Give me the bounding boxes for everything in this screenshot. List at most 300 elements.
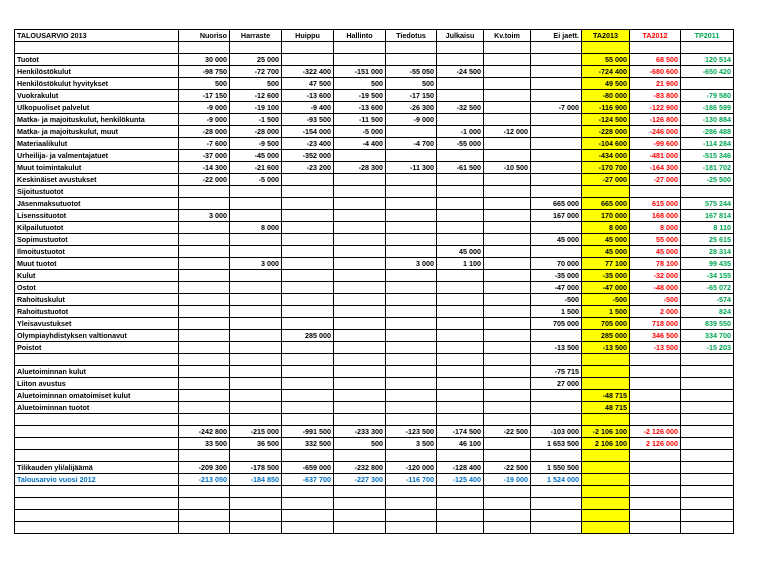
cell-tp2011[interactable]: -79 580 bbox=[681, 90, 734, 102]
row-label[interactable] bbox=[15, 354, 179, 366]
cell-tiedotus[interactable] bbox=[386, 186, 437, 198]
row-label[interactable]: Olympiayhdistyksen valtionavut bbox=[15, 330, 179, 342]
cell-tiedotus[interactable]: -26 300 bbox=[386, 102, 437, 114]
cell-huippu[interactable] bbox=[282, 486, 334, 498]
cell-tp2011[interactable] bbox=[681, 78, 734, 90]
cell-tp2011[interactable] bbox=[681, 366, 734, 378]
cell-huippu[interactable] bbox=[282, 498, 334, 510]
cell-ta2012[interactable]: -2 126 000 bbox=[630, 426, 681, 438]
cell-huippu[interactable] bbox=[282, 342, 334, 354]
cell-tp2011[interactable]: -34 155 bbox=[681, 270, 734, 282]
row-label[interactable]: Materiaalikulut bbox=[15, 138, 179, 150]
cell-ta2013[interactable]: 49 500 bbox=[582, 78, 630, 90]
cell-ta2012[interactable]: -481 000 bbox=[630, 150, 681, 162]
cell-tiedotus[interactable] bbox=[386, 486, 437, 498]
cell-eijaett[interactable] bbox=[531, 138, 582, 150]
cell-nuoriso[interactable] bbox=[179, 342, 230, 354]
cell-huippu[interactable] bbox=[282, 414, 334, 426]
cell-huippu[interactable] bbox=[282, 282, 334, 294]
cell-ta2013[interactable] bbox=[582, 486, 630, 498]
cell-ta2013[interactable]: -48 715 bbox=[582, 390, 630, 402]
row-label[interactable]: Liiton avustus bbox=[15, 378, 179, 390]
cell-ta2013[interactable] bbox=[582, 462, 630, 474]
cell-harraste[interactable]: -9 500 bbox=[230, 138, 282, 150]
cell-ta2013[interactable]: 55 000 bbox=[582, 54, 630, 66]
cell-ta2013[interactable] bbox=[582, 366, 630, 378]
cell-huippu[interactable] bbox=[282, 522, 334, 534]
cell-julkaisu[interactable] bbox=[437, 330, 484, 342]
cell-nuoriso[interactable] bbox=[179, 318, 230, 330]
cell-eijaett[interactable] bbox=[531, 330, 582, 342]
cell-ta2013[interactable]: -500 bbox=[582, 294, 630, 306]
row-label[interactable] bbox=[15, 486, 179, 498]
cell-ta2012[interactable]: -32 000 bbox=[630, 270, 681, 282]
cell-tp2011[interactable]: 839 550 bbox=[681, 318, 734, 330]
cell-ta2012[interactable] bbox=[630, 366, 681, 378]
cell-ta2012[interactable]: -13 500 bbox=[630, 342, 681, 354]
cell-huippu[interactable] bbox=[282, 174, 334, 186]
cell-julkaisu[interactable] bbox=[437, 510, 484, 522]
cell-julkaisu[interactable] bbox=[437, 450, 484, 462]
cell-nuoriso[interactable] bbox=[179, 186, 230, 198]
cell-huippu[interactable]: -322 400 bbox=[282, 66, 334, 78]
cell-ta2012[interactable] bbox=[630, 378, 681, 390]
cell-eijaett[interactable]: 665 000 bbox=[531, 198, 582, 210]
cell-tp2011[interactable]: 167 814 bbox=[681, 210, 734, 222]
row-label[interactable]: Henkilöstökulut hyvitykset bbox=[15, 78, 179, 90]
cell-harraste[interactable]: 500 bbox=[230, 78, 282, 90]
cell-hallinto[interactable] bbox=[334, 318, 386, 330]
cell-eijaett[interactable]: 45 000 bbox=[531, 234, 582, 246]
cell-tiedotus[interactable] bbox=[386, 210, 437, 222]
cell-nuoriso[interactable]: -14 300 bbox=[179, 162, 230, 174]
cell-harraste[interactable] bbox=[230, 498, 282, 510]
cell-eijaett[interactable] bbox=[531, 450, 582, 462]
cell-eijaett[interactable] bbox=[531, 42, 582, 54]
cell-hallinto[interactable]: -13 600 bbox=[334, 102, 386, 114]
cell-kvtoim[interactable] bbox=[484, 210, 531, 222]
cell-ta2012[interactable]: 2 126 000 bbox=[630, 438, 681, 450]
cell-harraste[interactable] bbox=[230, 246, 282, 258]
cell-eijaett[interactable] bbox=[531, 186, 582, 198]
cell-ta2012[interactable]: 2 000 bbox=[630, 306, 681, 318]
cell-harraste[interactable] bbox=[230, 210, 282, 222]
cell-eijaett[interactable]: -7 000 bbox=[531, 102, 582, 114]
cell-ta2012[interactable]: -246 000 bbox=[630, 126, 681, 138]
cell-ta2013[interactable] bbox=[582, 378, 630, 390]
cell-nuoriso[interactable]: -213 050 bbox=[179, 474, 230, 486]
cell-kvtoim[interactable] bbox=[484, 306, 531, 318]
cell-julkaisu[interactable] bbox=[437, 282, 484, 294]
cell-tp2011[interactable]: -186 599 bbox=[681, 102, 734, 114]
cell-tp2011[interactable]: -574 bbox=[681, 294, 734, 306]
header-huippu[interactable]: Huippu bbox=[282, 30, 334, 42]
row-label[interactable]: Yleisavustukset bbox=[15, 318, 179, 330]
cell-hallinto[interactable] bbox=[334, 294, 386, 306]
cell-tp2011[interactable]: -181 702 bbox=[681, 162, 734, 174]
cell-tp2011[interactable]: 334 700 bbox=[681, 330, 734, 342]
row-label[interactable]: Rahoitustuotot bbox=[15, 306, 179, 318]
cell-nuoriso[interactable] bbox=[179, 258, 230, 270]
cell-julkaisu[interactable]: 45 000 bbox=[437, 246, 484, 258]
cell-hallinto[interactable]: -19 500 bbox=[334, 90, 386, 102]
cell-tiedotus[interactable]: 3 500 bbox=[386, 438, 437, 450]
cell-kvtoim[interactable] bbox=[484, 42, 531, 54]
cell-harraste[interactable] bbox=[230, 294, 282, 306]
cell-huippu[interactable] bbox=[282, 42, 334, 54]
cell-tp2011[interactable] bbox=[681, 378, 734, 390]
cell-julkaisu[interactable] bbox=[437, 306, 484, 318]
cell-hallinto[interactable] bbox=[334, 246, 386, 258]
row-label[interactable]: Sopimustuotot bbox=[15, 234, 179, 246]
cell-kvtoim[interactable] bbox=[484, 414, 531, 426]
cell-kvtoim[interactable] bbox=[484, 234, 531, 246]
cell-harraste[interactable]: -184 850 bbox=[230, 474, 282, 486]
cell-kvtoim[interactable]: -12 000 bbox=[484, 126, 531, 138]
cell-nuoriso[interactable] bbox=[179, 270, 230, 282]
cell-tiedotus[interactable] bbox=[386, 54, 437, 66]
cell-ta2013[interactable]: -434 000 bbox=[582, 150, 630, 162]
cell-nuoriso[interactable]: -9 000 bbox=[179, 102, 230, 114]
cell-tiedotus[interactable] bbox=[386, 498, 437, 510]
cell-julkaisu[interactable] bbox=[437, 294, 484, 306]
cell-ta2012[interactable] bbox=[630, 462, 681, 474]
table-title[interactable]: TALOUSARVIO 2013 bbox=[15, 30, 179, 42]
cell-ta2012[interactable]: -99 600 bbox=[630, 138, 681, 150]
cell-tiedotus[interactable] bbox=[386, 450, 437, 462]
cell-julkaisu[interactable]: -1 000 bbox=[437, 126, 484, 138]
cell-tp2011[interactable]: 575 244 bbox=[681, 198, 734, 210]
cell-tiedotus[interactable]: 500 bbox=[386, 78, 437, 90]
cell-harraste[interactable]: -215 000 bbox=[230, 426, 282, 438]
cell-kvtoim[interactable] bbox=[484, 54, 531, 66]
cell-ta2013[interactable]: -170 700 bbox=[582, 162, 630, 174]
cell-harraste[interactable] bbox=[230, 390, 282, 402]
cell-tiedotus[interactable]: -120 000 bbox=[386, 462, 437, 474]
cell-tiedotus[interactable]: -4 700 bbox=[386, 138, 437, 150]
cell-ta2013[interactable]: -724 400 bbox=[582, 66, 630, 78]
cell-tiedotus[interactable] bbox=[386, 330, 437, 342]
cell-kvtoim[interactable] bbox=[484, 402, 531, 414]
cell-ta2012[interactable] bbox=[630, 522, 681, 534]
cell-kvtoim[interactable] bbox=[484, 522, 531, 534]
cell-eijaett[interactable]: -75 715 bbox=[531, 366, 582, 378]
row-label[interactable]: Ilmoitustuotot bbox=[15, 246, 179, 258]
cell-tp2011[interactable] bbox=[681, 450, 734, 462]
cell-tp2011[interactable] bbox=[681, 438, 734, 450]
cell-harraste[interactable]: -28 000 bbox=[230, 126, 282, 138]
cell-huippu[interactable] bbox=[282, 354, 334, 366]
cell-tp2011[interactable] bbox=[681, 426, 734, 438]
cell-julkaisu[interactable]: -174 500 bbox=[437, 426, 484, 438]
cell-ta2012[interactable]: -164 300 bbox=[630, 162, 681, 174]
cell-eijaett[interactable]: 1 550 500 bbox=[531, 462, 582, 474]
cell-harraste[interactable] bbox=[230, 318, 282, 330]
cell-tiedotus[interactable] bbox=[386, 318, 437, 330]
cell-hallinto[interactable] bbox=[334, 510, 386, 522]
cell-julkaisu[interactable]: -55 000 bbox=[437, 138, 484, 150]
cell-julkaisu[interactable] bbox=[437, 78, 484, 90]
cell-huippu[interactable] bbox=[282, 294, 334, 306]
cell-harraste[interactable] bbox=[230, 414, 282, 426]
row-label[interactable]: Urheilija- ja valmentajatuet bbox=[15, 150, 179, 162]
cell-tiedotus[interactable] bbox=[386, 354, 437, 366]
cell-nuoriso[interactable] bbox=[179, 294, 230, 306]
cell-julkaisu[interactable]: 1 100 bbox=[437, 258, 484, 270]
cell-hallinto[interactable]: -4 400 bbox=[334, 138, 386, 150]
cell-ta2012[interactable] bbox=[630, 390, 681, 402]
cell-harraste[interactable] bbox=[230, 354, 282, 366]
cell-ta2012[interactable]: 68 500 bbox=[630, 54, 681, 66]
cell-kvtoim[interactable] bbox=[484, 150, 531, 162]
row-label[interactable]: Ulkopuoliset palvelut bbox=[15, 102, 179, 114]
cell-eijaett[interactable]: -13 500 bbox=[531, 342, 582, 354]
cell-julkaisu[interactable]: -24 500 bbox=[437, 66, 484, 78]
cell-ta2012[interactable]: 45 000 bbox=[630, 246, 681, 258]
cell-hallinto[interactable] bbox=[334, 258, 386, 270]
cell-hallinto[interactable] bbox=[334, 378, 386, 390]
row-label[interactable]: Poistot bbox=[15, 342, 179, 354]
cell-huippu[interactable] bbox=[282, 510, 334, 522]
cell-harraste[interactable] bbox=[230, 378, 282, 390]
row-label[interactable]: Aluetoiminnan omatoimiset kulut bbox=[15, 390, 179, 402]
cell-tp2011[interactable] bbox=[681, 522, 734, 534]
cell-tiedotus[interactable] bbox=[386, 522, 437, 534]
cell-nuoriso[interactable]: -242 800 bbox=[179, 426, 230, 438]
cell-kvtoim[interactable] bbox=[484, 174, 531, 186]
row-label[interactable] bbox=[15, 522, 179, 534]
cell-tp2011[interactable]: -65 072 bbox=[681, 282, 734, 294]
cell-harraste[interactable]: 36 500 bbox=[230, 438, 282, 450]
row-label[interactable]: Tuotot bbox=[15, 54, 179, 66]
cell-ta2013[interactable] bbox=[582, 510, 630, 522]
row-label[interactable] bbox=[15, 42, 179, 54]
cell-hallinto[interactable] bbox=[334, 366, 386, 378]
cell-julkaisu[interactable] bbox=[437, 366, 484, 378]
cell-eijaett[interactable] bbox=[531, 498, 582, 510]
cell-ta2013[interactable]: 2 106 100 bbox=[582, 438, 630, 450]
cell-kvtoim[interactable] bbox=[484, 366, 531, 378]
cell-harraste[interactable]: -1 500 bbox=[230, 114, 282, 126]
row-label[interactable] bbox=[15, 450, 179, 462]
cell-eijaett[interactable]: -47 000 bbox=[531, 282, 582, 294]
cell-tiedotus[interactable]: -11 300 bbox=[386, 162, 437, 174]
cell-harraste[interactable] bbox=[230, 342, 282, 354]
cell-hallinto[interactable] bbox=[334, 222, 386, 234]
cell-tiedotus[interactable] bbox=[386, 306, 437, 318]
cell-hallinto[interactable] bbox=[334, 42, 386, 54]
cell-hallinto[interactable] bbox=[334, 390, 386, 402]
cell-eijaett[interactable]: -500 bbox=[531, 294, 582, 306]
cell-huippu[interactable] bbox=[282, 402, 334, 414]
row-label[interactable]: Kulut bbox=[15, 270, 179, 282]
cell-harraste[interactable] bbox=[230, 330, 282, 342]
cell-julkaisu[interactable] bbox=[437, 186, 484, 198]
cell-tiedotus[interactable] bbox=[386, 390, 437, 402]
cell-tiedotus[interactable] bbox=[386, 174, 437, 186]
cell-hallinto[interactable]: -28 300 bbox=[334, 162, 386, 174]
cell-kvtoim[interactable]: -19 000 bbox=[484, 474, 531, 486]
cell-huippu[interactable]: -13 600 bbox=[282, 90, 334, 102]
cell-eijaett[interactable] bbox=[531, 222, 582, 234]
cell-nuoriso[interactable] bbox=[179, 42, 230, 54]
cell-nuoriso[interactable]: -98 750 bbox=[179, 66, 230, 78]
cell-kvtoim[interactable] bbox=[484, 390, 531, 402]
cell-eijaett[interactable] bbox=[531, 54, 582, 66]
cell-tp2011[interactable] bbox=[681, 390, 734, 402]
cell-huippu[interactable] bbox=[282, 378, 334, 390]
cell-ta2012[interactable]: -126 800 bbox=[630, 114, 681, 126]
cell-ta2012[interactable]: -27 000 bbox=[630, 174, 681, 186]
cell-hallinto[interactable] bbox=[334, 186, 386, 198]
row-label[interactable] bbox=[15, 510, 179, 522]
cell-ta2013[interactable]: 1 500 bbox=[582, 306, 630, 318]
row-label[interactable] bbox=[15, 498, 179, 510]
row-label[interactable]: Matka- ja majoituskulut, muut bbox=[15, 126, 179, 138]
cell-ta2013[interactable]: 170 000 bbox=[582, 210, 630, 222]
row-label[interactable] bbox=[15, 438, 179, 450]
cell-huippu[interactable]: 285 000 bbox=[282, 330, 334, 342]
cell-eijaett[interactable]: 27 000 bbox=[531, 378, 582, 390]
cell-ta2013[interactable]: 705 000 bbox=[582, 318, 630, 330]
cell-julkaisu[interactable] bbox=[437, 498, 484, 510]
cell-tiedotus[interactable] bbox=[386, 150, 437, 162]
cell-harraste[interactable] bbox=[230, 522, 282, 534]
cell-huippu[interactable] bbox=[282, 246, 334, 258]
cell-ta2012[interactable] bbox=[630, 402, 681, 414]
cell-harraste[interactable]: -12 600 bbox=[230, 90, 282, 102]
cell-ta2012[interactable] bbox=[630, 486, 681, 498]
cell-ta2012[interactable] bbox=[630, 498, 681, 510]
cell-ta2013[interactable] bbox=[582, 42, 630, 54]
cell-tp2011[interactable] bbox=[681, 510, 734, 522]
cell-eijaett[interactable] bbox=[531, 402, 582, 414]
cell-huippu[interactable]: -23 400 bbox=[282, 138, 334, 150]
cell-julkaisu[interactable] bbox=[437, 114, 484, 126]
cell-eijaett[interactable] bbox=[531, 522, 582, 534]
cell-hallinto[interactable]: -233 300 bbox=[334, 426, 386, 438]
cell-hallinto[interactable] bbox=[334, 354, 386, 366]
cell-nuoriso[interactable] bbox=[179, 414, 230, 426]
cell-harraste[interactable]: 3 000 bbox=[230, 258, 282, 270]
cell-ta2013[interactable]: 77 100 bbox=[582, 258, 630, 270]
row-label[interactable]: Henkilöstökulut bbox=[15, 66, 179, 78]
cell-kvtoim[interactable] bbox=[484, 66, 531, 78]
header-julkaisu[interactable]: Julkaisu bbox=[437, 30, 484, 42]
cell-nuoriso[interactable]: 500 bbox=[179, 78, 230, 90]
cell-julkaisu[interactable] bbox=[437, 54, 484, 66]
header-harraste[interactable]: Harraste bbox=[230, 30, 282, 42]
cell-ta2012[interactable]: -83 800 bbox=[630, 90, 681, 102]
cell-huippu[interactable] bbox=[282, 318, 334, 330]
cell-kvtoim[interactable] bbox=[484, 330, 531, 342]
cell-ta2012[interactable] bbox=[630, 450, 681, 462]
cell-huippu[interactable] bbox=[282, 270, 334, 282]
cell-tiedotus[interactable] bbox=[386, 42, 437, 54]
cell-tiedotus[interactable] bbox=[386, 246, 437, 258]
cell-tiedotus[interactable] bbox=[386, 294, 437, 306]
cell-eijaett[interactable] bbox=[531, 174, 582, 186]
cell-nuoriso[interactable] bbox=[179, 234, 230, 246]
cell-eijaett[interactable] bbox=[531, 66, 582, 78]
cell-hallinto[interactable]: -11 500 bbox=[334, 114, 386, 126]
cell-tiedotus[interactable] bbox=[386, 282, 437, 294]
cell-hallinto[interactable]: -227 300 bbox=[334, 474, 386, 486]
cell-huippu[interactable]: -154 000 bbox=[282, 126, 334, 138]
cell-tiedotus[interactable] bbox=[386, 366, 437, 378]
cell-tiedotus[interactable] bbox=[386, 414, 437, 426]
cell-nuoriso[interactable] bbox=[179, 330, 230, 342]
cell-ta2013[interactable]: -13 500 bbox=[582, 342, 630, 354]
row-label[interactable] bbox=[15, 414, 179, 426]
row-label[interactable]: Talousarvio vuosi 2012 bbox=[15, 474, 179, 486]
cell-kvtoim[interactable] bbox=[484, 90, 531, 102]
cell-harraste[interactable] bbox=[230, 282, 282, 294]
cell-huippu[interactable]: -23 200 bbox=[282, 162, 334, 174]
cell-julkaisu[interactable] bbox=[437, 342, 484, 354]
cell-ta2012[interactable] bbox=[630, 354, 681, 366]
cell-julkaisu[interactable] bbox=[437, 42, 484, 54]
cell-ta2012[interactable] bbox=[630, 414, 681, 426]
cell-tp2011[interactable]: 99 435 bbox=[681, 258, 734, 270]
cell-ta2013[interactable] bbox=[582, 450, 630, 462]
cell-tp2011[interactable] bbox=[681, 414, 734, 426]
cell-ta2013[interactable]: -2 106 100 bbox=[582, 426, 630, 438]
cell-eijaett[interactable] bbox=[531, 354, 582, 366]
cell-ta2012[interactable]: 78 100 bbox=[630, 258, 681, 270]
cell-tiedotus[interactable] bbox=[386, 198, 437, 210]
cell-hallinto[interactable] bbox=[334, 54, 386, 66]
row-label[interactable]: Muut tuotot bbox=[15, 258, 179, 270]
cell-kvtoim[interactable] bbox=[484, 186, 531, 198]
row-label[interactable]: Jäsenmaksutuotot bbox=[15, 198, 179, 210]
cell-nuoriso[interactable] bbox=[179, 222, 230, 234]
cell-eijaett[interactable] bbox=[531, 162, 582, 174]
cell-hallinto[interactable] bbox=[334, 486, 386, 498]
cell-eijaett[interactable]: -35 000 bbox=[531, 270, 582, 282]
cell-kvtoim[interactable] bbox=[484, 498, 531, 510]
row-label[interactable]: Rahoituskulut bbox=[15, 294, 179, 306]
cell-harraste[interactable] bbox=[230, 234, 282, 246]
header-kvtoim[interactable]: Kv.toim bbox=[484, 30, 531, 42]
cell-tiedotus[interactable]: -55 050 bbox=[386, 66, 437, 78]
cell-ta2012[interactable]: 21 900 bbox=[630, 78, 681, 90]
cell-ta2013[interactable]: -116 900 bbox=[582, 102, 630, 114]
cell-tp2011[interactable]: -130 884 bbox=[681, 114, 734, 126]
cell-ta2012[interactable]: -680 600 bbox=[630, 66, 681, 78]
cell-tp2011[interactable]: -515 346 bbox=[681, 150, 734, 162]
cell-julkaisu[interactable] bbox=[437, 270, 484, 282]
row-label[interactable]: Aluetoiminnan kulut bbox=[15, 366, 179, 378]
cell-kvtoim[interactable] bbox=[484, 282, 531, 294]
cell-eijaett[interactable] bbox=[531, 486, 582, 498]
cell-julkaisu[interactable] bbox=[437, 198, 484, 210]
cell-hallinto[interactable]: -232 800 bbox=[334, 462, 386, 474]
cell-ta2013[interactable] bbox=[582, 498, 630, 510]
cell-eijaett[interactable]: 705 000 bbox=[531, 318, 582, 330]
cell-tiedotus[interactable]: -17 150 bbox=[386, 90, 437, 102]
cell-kvtoim[interactable]: -22 500 bbox=[484, 426, 531, 438]
cell-kvtoim[interactable] bbox=[484, 114, 531, 126]
cell-tp2011[interactable]: -15 203 bbox=[681, 342, 734, 354]
cell-harraste[interactable] bbox=[230, 198, 282, 210]
cell-nuoriso[interactable]: 33 500 bbox=[179, 438, 230, 450]
cell-ta2012[interactable]: 615 000 bbox=[630, 198, 681, 210]
cell-julkaisu[interactable]: -32 500 bbox=[437, 102, 484, 114]
cell-tp2011[interactable] bbox=[681, 486, 734, 498]
cell-tp2011[interactable]: 25 615 bbox=[681, 234, 734, 246]
cell-julkaisu[interactable] bbox=[437, 90, 484, 102]
